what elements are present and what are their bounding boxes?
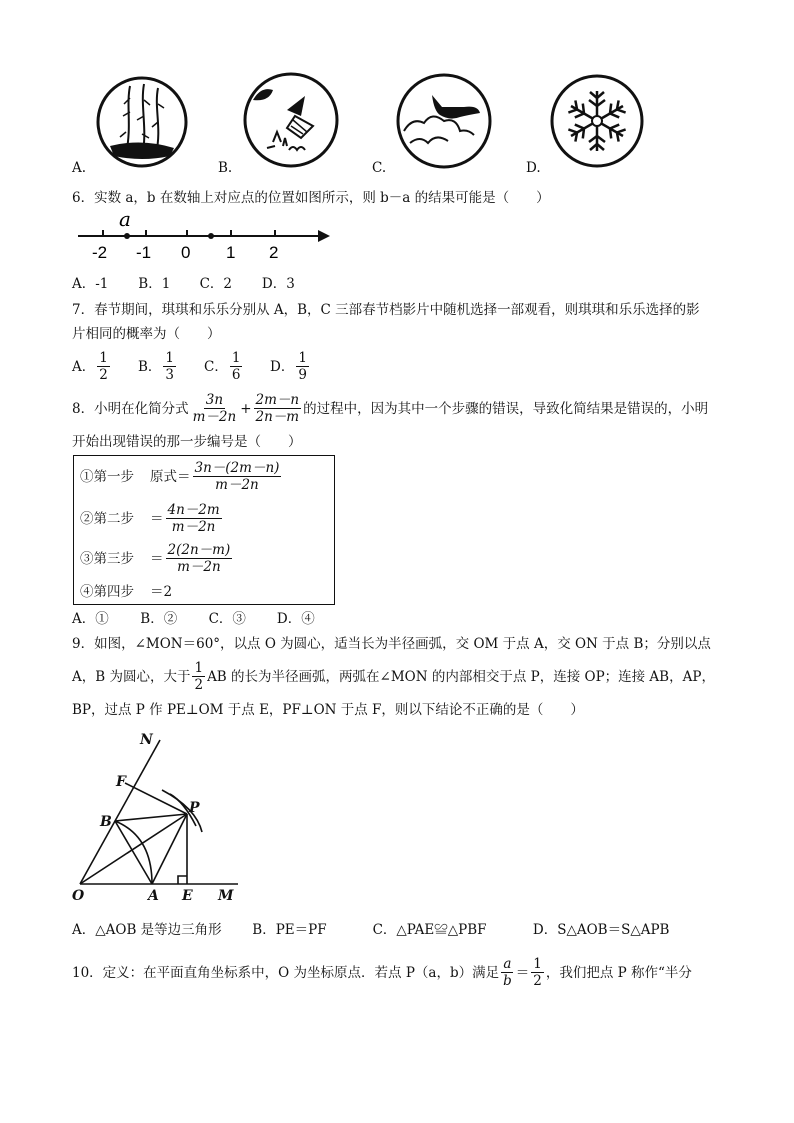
label-a: A bbox=[148, 888, 159, 904]
label-f: F bbox=[116, 774, 126, 790]
tick-label: -1 bbox=[136, 243, 152, 262]
q8-option-a[interactable]: A．① bbox=[72, 611, 109, 627]
goose-icon bbox=[396, 73, 492, 169]
q9-option-d[interactable]: D．S△AOB＝S△APB bbox=[532, 922, 670, 938]
q9-options bbox=[72, 920, 669, 940]
q5-option-c[interactable]: C. bbox=[372, 160, 387, 176]
q8-stem-line2: 开始出现错误的那一步编号是（ ） bbox=[72, 434, 302, 450]
q6-options bbox=[72, 274, 295, 294]
label-p: P bbox=[189, 800, 200, 816]
kite-icon bbox=[243, 72, 339, 168]
label-m: M bbox=[218, 888, 234, 904]
q6-option-b[interactable]: B．1 bbox=[138, 276, 171, 292]
q7-option-d[interactable]: D． $\frac{1}{9}$ bbox=[270, 350, 307, 383]
q8-step-2: ②第二步 ＝ $\frac{4n-2m}{m-2n}$ bbox=[80, 502, 220, 535]
q5-option-b[interactable]: B. bbox=[218, 160, 233, 176]
q8-options bbox=[72, 609, 315, 629]
q8-option-c[interactable]: C．③ bbox=[208, 611, 246, 627]
point-b-dot bbox=[208, 233, 214, 239]
q8-step-3: ③第三步 ＝ $\frac{2(2n-m)}{m-2n}$ bbox=[80, 542, 231, 575]
label-e: E bbox=[182, 888, 193, 904]
q10-stem: 10．定义：在平面直角坐标系中，O 为坐标原点．若点 P（a，b）满足 $\frac{a}{b}$ ＝ $\frac{1}{2}$ ，我们把点 P 称作“半分 bbox=[72, 956, 692, 989]
q7-option-b[interactable]: B． $\frac{1}{3}$ bbox=[138, 350, 175, 383]
q8-option-b[interactable]: B．② bbox=[140, 611, 178, 627]
snowflake-icon bbox=[550, 74, 644, 168]
number-line bbox=[76, 207, 336, 262]
label-b: B bbox=[100, 814, 112, 830]
q9-stem-line1: 9．如图，∠MON＝60°，以点 O 为圆心，适当长为半径画弧，交 OM 于点 A，交 ON 于点 B；分别以点 bbox=[72, 636, 711, 652]
q6-stem: 6．实数 a，b 在数轴上对应点的位置如图所示，则 b－a 的结果可能是（ ） bbox=[72, 190, 550, 206]
q8-option-d[interactable]: D．④ bbox=[276, 611, 315, 627]
q8-stem-line1: 8．小明在化简分式 $\frac{3n}{m-2n}$ + $\frac{2m-n}{2n-m}$ 的过程中，因为其中一个步骤的错误，导致化简结果是错误的，小明 bbox=[72, 392, 709, 425]
tick-label: 0 bbox=[181, 243, 191, 262]
q9-geometry-figure bbox=[70, 728, 250, 908]
q9-option-a[interactable]: A．△AOB 是等边三角形 bbox=[72, 922, 222, 938]
q8-steps-box bbox=[73, 455, 335, 605]
q7-option-a[interactable]: A． $\frac{1}{2}$ bbox=[72, 350, 108, 383]
q6-option-d[interactable]: D．3 bbox=[261, 276, 295, 292]
q9-option-c[interactable]: C．△PAE≌△PBF bbox=[372, 922, 487, 938]
q7-option-c[interactable]: C． $\frac{1}{6}$ bbox=[204, 350, 241, 383]
q9-stem-line3: BP，过点 P 作 PE⊥OM 于点 E，PF⊥ON 于点 F，则以下结论不正确的是（ ） bbox=[72, 702, 584, 718]
q5-option-d[interactable]: D. bbox=[526, 160, 541, 176]
q9-option-b[interactable]: B．PE＝PF bbox=[252, 922, 327, 938]
willow-icon bbox=[96, 76, 188, 168]
point-a-label: a bbox=[119, 207, 131, 231]
tick-label: -2 bbox=[92, 243, 108, 262]
q7-stem-line1: 7．春节期间，琪琪和乐乐分别从 A，B，C 三部春节档影片中随机选择一部观看，则琪琪和乐乐选择的影 bbox=[72, 302, 700, 318]
q7-stem-line2: 片相同的概率为（ ） bbox=[72, 326, 221, 342]
q6-option-c[interactable]: C．2 bbox=[199, 276, 233, 292]
label-n: N bbox=[140, 732, 153, 748]
tick-label: 2 bbox=[269, 243, 279, 262]
q9-stem-line2: A，B 为圆心，大于 $\frac{1}{2}$ AB 的长为半径画弧，两弧在∠MON 的内部相交于点 P，连接 OP；连接 AB，AP， bbox=[72, 660, 715, 693]
q5-option-a[interactable]: A. bbox=[72, 160, 87, 176]
q8-step-4: ④第四步 ＝2 bbox=[80, 584, 173, 600]
q6-option-a[interactable]: A．-1 bbox=[72, 276, 109, 292]
q7-options bbox=[72, 350, 311, 383]
point-a-dot bbox=[124, 233, 130, 239]
tick-label: 1 bbox=[226, 243, 236, 262]
label-o: O bbox=[72, 888, 85, 904]
q8-step-1: ①第一步 原式＝ $\frac{3n-(2m-n)}{m-2n}$ bbox=[80, 460, 280, 493]
